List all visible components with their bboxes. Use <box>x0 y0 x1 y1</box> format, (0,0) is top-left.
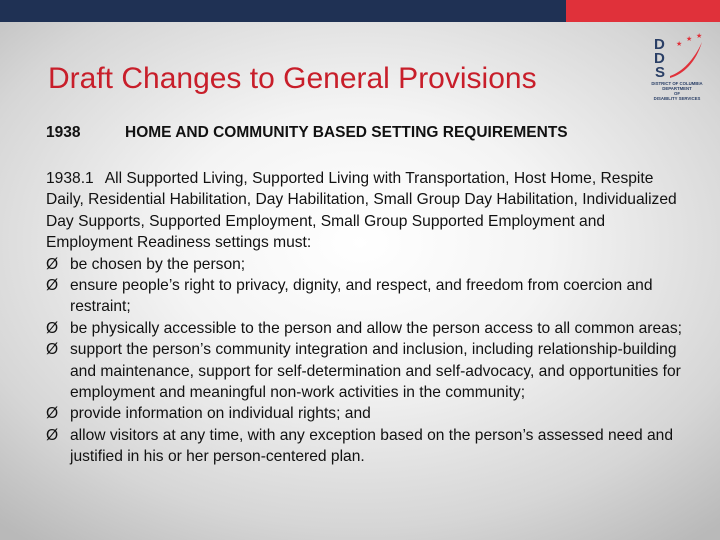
logo-star-icon: ★ <box>686 36 693 43</box>
intro-number: 1938.1 <box>46 170 94 187</box>
list-item <box>46 318 686 339</box>
list-item-text: support the person’s community integration and inclusion, including relationship-building and maintenance, support for self-determination and self-advocacy, and opportunities for employment and meaningful non-work activities in the community; <box>70 341 681 402</box>
arrow-bullet-icon: Ø <box>46 405 59 423</box>
list-item <box>46 339 686 403</box>
logo-tagline <box>638 81 716 101</box>
slide-title: Draft Changes to General Provisions <box>48 62 537 95</box>
logo-tagline-line: DISTRICT OF COLUMBIA <box>651 81 703 86</box>
list-item-text: provide information on individual rights; and <box>70 405 371 423</box>
section-heading <box>46 124 568 142</box>
logo-tagline-line: DEPARTMENT <box>662 86 692 91</box>
arrow-bullet-icon: Ø <box>46 277 59 295</box>
section-title: HOME AND COMMUNITY BASED SETTING REQUIREMENTS <box>125 124 568 141</box>
list-item <box>46 403 686 424</box>
list-item-text: ensure people’s right to privacy, dignity, and respect, and freedom from coercion and restraint; <box>70 277 653 316</box>
logo-letter-d2: D <box>654 50 665 67</box>
logo-letter-d1: D <box>654 36 665 53</box>
requirements-list <box>46 254 686 468</box>
list-item <box>46 275 686 318</box>
intro-text: All Supported Living, Supported Living with Transportation, Host Home, Respite Daily, Residential Habilitation, Day Habilitation, Small Group Day Habilitation, Individualized Day Supports, Supported Employment, Small Group Supported Employment and Employment Readiness settings must: <box>46 170 677 252</box>
logo-swoosh-icon <box>670 42 702 78</box>
arrow-bullet-icon: Ø <box>46 426 59 444</box>
slide-body <box>46 168 686 468</box>
logo-star-icon: ★ <box>696 33 703 40</box>
list-item-text: allow visitors at any time, with any exception based on the person’s assessed need and justified in his or her person-centered plan. <box>70 426 674 466</box>
logo-tagline-line: DISABILITY SERVICES <box>653 96 701 101</box>
list-item-text: be chosen by the person; <box>70 255 246 273</box>
arrow-bullet-icon: Ø <box>46 341 59 359</box>
list-item-text: be physically accessible to the person and allow the person access to all common areas; <box>70 319 682 337</box>
logo-letter-s: S <box>655 64 666 81</box>
section-number: 1938 <box>46 124 81 141</box>
top-banner-red-segment <box>566 0 720 22</box>
intro-paragraph <box>46 168 686 254</box>
arrow-bullet-icon: Ø <box>46 255 59 273</box>
list-item <box>46 254 686 275</box>
top-banner <box>0 0 720 22</box>
arrow-bullet-icon: Ø <box>46 319 59 337</box>
top-banner-navy-segment <box>0 0 566 22</box>
dds-logo-mark <box>638 32 716 82</box>
logo-tagline-line: OF <box>674 91 680 96</box>
list-item <box>46 425 686 468</box>
dds-logo-icon <box>638 32 716 104</box>
logo-star-icon: ★ <box>676 41 683 48</box>
